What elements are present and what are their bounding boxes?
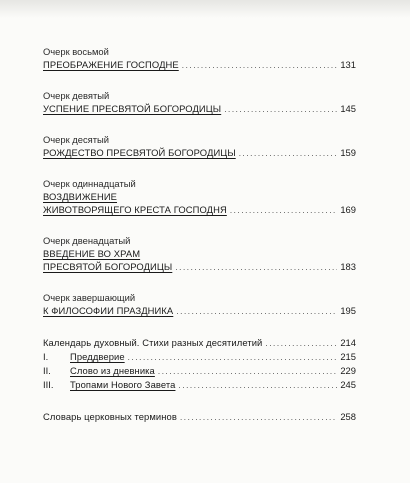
calendar-title: Календарь духовный. Стихи разных десятилетий xyxy=(43,337,263,348)
subitem-title: Слово из дневника xyxy=(70,365,155,376)
dot-leader xyxy=(128,351,338,364)
page-number: 245 xyxy=(340,379,356,390)
page-top-shadow xyxy=(0,0,410,18)
chapter-title: ВВЕДЕНИЕ ВО ХРАМ xyxy=(43,248,141,259)
dot-leader xyxy=(175,261,337,274)
subitem-title: Тропами Нового Завета xyxy=(70,379,176,390)
chapter-label: Очерк восьмой xyxy=(43,46,109,57)
dot-leader xyxy=(239,147,338,160)
page-number: 214 xyxy=(340,337,356,348)
glossary-section xyxy=(43,410,356,424)
chapter-title: ВОЗДВИЖЕНИЕ xyxy=(43,191,118,202)
page-number: 258 xyxy=(340,411,356,422)
roman-numeral: III. xyxy=(43,379,54,390)
dot-leader xyxy=(265,337,337,350)
dot-leader xyxy=(180,411,337,424)
calendar-section xyxy=(43,336,356,392)
toc-entry-11 xyxy=(43,178,356,217)
toc-entry-12 xyxy=(43,235,356,274)
subitem-title: Преддверие xyxy=(70,351,125,362)
chapter-title: УСПЕНИЕ ПРЕСВЯТОЙ БОГОРОДИЦЫ xyxy=(43,103,222,114)
dot-leader xyxy=(176,305,337,318)
page-number: 159 xyxy=(340,147,356,158)
dot-leader xyxy=(230,204,338,217)
toc-line[interactable] xyxy=(43,304,356,318)
toc-line[interactable] xyxy=(43,410,356,424)
toc-entry-9 xyxy=(43,90,356,116)
toc-subitem[interactable] xyxy=(43,350,356,364)
chapter-label: Очерк двенадцатый xyxy=(43,235,131,246)
toc-line[interactable] xyxy=(43,336,356,350)
chapter-title: К ФИЛОСОФИИ ПРАЗДНИКА xyxy=(43,305,174,316)
dot-leader xyxy=(158,365,337,378)
chapter-title: ЖИВОТВОРЯЩЕГО КРЕСТА ГОСПОДНЯ xyxy=(43,204,227,215)
page-number: 183 xyxy=(340,261,356,272)
toc-subitem[interactable] xyxy=(43,378,356,392)
chapter-label: Очерк десятый xyxy=(43,134,110,145)
toc-subitem[interactable] xyxy=(43,364,356,378)
toc-entry-10 xyxy=(43,134,356,160)
toc-line[interactable] xyxy=(43,247,356,260)
toc-line[interactable] xyxy=(43,203,356,217)
chapter-title: ПРЕОБРАЖЕНИЕ ГОСПОДНЕ xyxy=(43,59,179,70)
page-number: 195 xyxy=(340,305,356,316)
page-number: 229 xyxy=(340,365,356,376)
page-number: 131 xyxy=(340,59,356,70)
roman-numeral: II. xyxy=(43,365,51,376)
dot-leader xyxy=(224,103,337,116)
toc-line[interactable] xyxy=(43,146,356,160)
dot-leader xyxy=(182,59,338,72)
dot-leader xyxy=(178,379,337,392)
chapter-label: Очерк завершающий xyxy=(43,292,136,303)
table-of-contents xyxy=(43,46,356,436)
toc-entry-8 xyxy=(43,46,356,72)
roman-numeral: I. xyxy=(43,351,49,362)
toc-line[interactable] xyxy=(43,58,356,72)
toc-line[interactable] xyxy=(43,102,356,116)
chapter-title: РОЖДЕСТВО ПРЕСВЯТОЙ БОГОРОДИЦЫ xyxy=(43,147,236,158)
chapter-label: Очерк девятый xyxy=(43,90,110,101)
page-number: 215 xyxy=(340,351,356,362)
glossary-title: Словарь церковных терминов xyxy=(43,411,177,422)
page-number: 169 xyxy=(340,204,356,215)
chapter-label: Очерк одиннадцатый xyxy=(43,178,136,189)
toc-line[interactable] xyxy=(43,190,356,203)
toc-entry-final xyxy=(43,292,356,318)
toc-line[interactable] xyxy=(43,260,356,274)
page-number: 145 xyxy=(340,103,356,114)
chapter-title: ПРЕСВЯТОЙ БОГОРОДИЦЫ xyxy=(43,261,173,272)
